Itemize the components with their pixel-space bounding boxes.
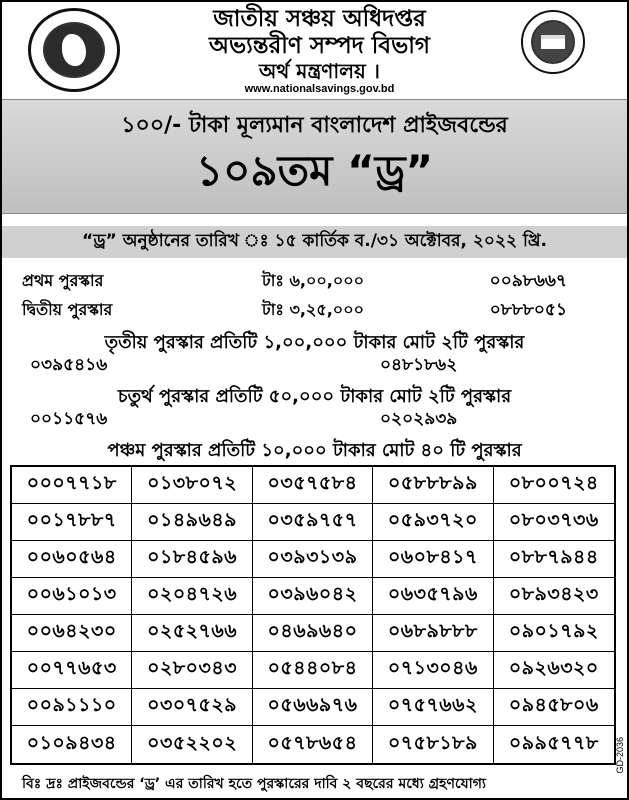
ad-code: GD-2036 [615,737,625,774]
website-url: www.nationalsavings.gov.bd [244,83,395,95]
fifth-prize-number: ০৯০১৭৯২ [494,615,614,652]
footer-note: বিঃ দ্রঃ প্রাইজবন্ডের ‘ড্র’ এর তারিখ হতে পুরস্কারের দাবি ২ বছরের মধ্যে গ্রহণযোগ্য [22,776,486,792]
fifth-prize-number: ০৪৬৯৬৪০ [253,615,373,652]
ministry-name: অর্থ মন্ত্রণালয় । [259,59,380,83]
fifth-prize-number: ০২৮০৩৪৩ [132,652,252,689]
fifth-prize-number: ০৮০৩৭৩৬ [494,504,614,541]
fifth-prize-table [10,465,616,765]
fifth-prize-number: ০৩৯৩১৩৯ [253,541,373,578]
fifth-prize-number: ০৭৫৮১৮৯ [373,726,493,763]
fifth-prize-number: ০৬০৮৪১৭ [373,541,493,578]
title-band [2,99,627,214]
fifth-prize-number: ০৭১৩০৪৬ [373,652,493,689]
fifth-prize-number: ০১০৯৪৩৪ [12,726,132,763]
fifth-prize-number: ০০১৭৮৮৭ [12,504,132,541]
fifth-prize-number: ০৯৯৫৭৭৮ [508,731,599,754]
fifth-prize-number: ০১৪৯৬৪৯ [132,504,252,541]
draw-number-title: ১০৯তম “ড্র” [195,146,434,195]
fifth-prize-number: ০৮৯৩৪২৩ [494,578,614,615]
fifth-prize-number: ০৩৫৭৫৮৪ [253,467,373,504]
header-text [122,6,517,96]
fifth-prize-number: ০৮৮৭৯৪৪ [494,541,614,578]
fourth-prize-number: ০২০২৯৩৯ [380,409,458,429]
fifth-prize-number: ০২৫২৭৬৬ [132,615,252,652]
fifth-prize-number: ০৮০০৭২৪ [494,467,614,504]
national-savings-logo-icon [521,10,585,74]
first-prize-number: ০০৯৮৬৬৭ [489,271,567,291]
fifth-prize-number: ০৬৮৯৮৮৮ [373,615,493,652]
first-prize-label: প্রথম পুরস্কার [22,271,104,290]
fifth-prize-number: ০৬৩৫৭৯৬ [373,578,493,615]
fifth-prize-number: ০০৯১১১০ [12,689,132,726]
bangladesh-govt-seal-icon [28,8,120,92]
fifth-prize-number: ০৫৪৪০৮৪ [253,652,373,689]
second-prize-label: দ্বিতীয় পুরস্কার [22,300,113,319]
third-prize-heading: তৃতীয় পুরস্কার প্রতিটি ১,০০,০০০ টাকার মোট ২টি পুরস্কার [104,332,525,353]
fifth-prize-number: ০২০৪৭২৬ [132,578,252,615]
header [2,2,627,98]
fifth-prize-number: ০৭৫৭৬৬২ [373,689,493,726]
department-name: জাতীয় সঞ্চয় অধিদপ্তর [213,6,426,32]
draw-date: “ড্র” অনুষ্ঠানের তারিখ ঃ ১৫ কার্তিক ব./৩১ অক্টোবর, ২০২২ খ্রি. [2,226,627,258]
fifth-prize-number: ০৫৬৬৯৭৬ [253,689,373,726]
fifth-prize-number: ০০৭৭৬৫৩ [12,652,132,689]
second-prize-number: ০৮৮৮০৫১ [489,300,567,320]
fifth-prize-number: ০৩০৭৫২৯ [132,689,252,726]
fifth-prize-heading: পঞ্চম পুরস্কার প্রতিটি ১০,০০০ টাকার মোট ৪০ টি পুরস্কার [107,440,522,461]
division-name: অভ্যন্তরীণ সম্পদ বিভাগ [209,33,430,59]
fourth-prize-number: ০০১১৫৭৬ [30,409,108,429]
first-prize-amount: টাঃ ৬,০০,০০০ [262,271,365,290]
notice-title: ১০০/- টাকা মূল্যমান বাংলাদেশ প্রাইজবন্ডের [121,113,508,138]
fifth-prize-number: ০০৬১০১৩ [12,578,132,615]
fifth-prize-number: ০৫৯৩৭২০ [373,504,493,541]
fifth-prize-number: ০০৬০৫৬৪ [12,541,132,578]
fifth-prize-number: ০৩৯৬০৪২ [253,578,373,615]
third-prize-number: ০৩৯৫৪১৬ [30,355,108,375]
fifth-prize-number: ০৩৫২২০২ [132,726,252,763]
fifth-prize-number: ০০৬৪২৩০ [12,615,132,652]
fifth-prize-number: ০৯৪৫৮০৬ [494,689,614,726]
fifth-prize-number: ০১৮৪৫৯৬ [132,541,252,578]
third-prize-number: ০৪৮১৮৬২ [380,355,458,375]
fifth-prize-number: ০৩৫৯৭৫৭ [253,504,373,541]
fourth-prize-heading: চতুর্থ পুরস্কার প্রতিটি ৫০,০০০ টাকার মোট ২টি পুরস্কার [117,386,512,407]
fifth-prize-number: ০৯২৬৩২০ [494,652,614,689]
fifth-prize-number: ০৫৮৮৮৯৯ [373,467,493,504]
second-prize-amount: টাঃ ৩,২৫,০০০ [262,300,365,319]
fifth-prize-number: ০০০৭৭১৮ [12,467,132,504]
fifth-prize-number: ০৫৭৮৬৫৪ [253,726,373,763]
fifth-prize-number: ০১৩৮০৭২ [132,467,252,504]
